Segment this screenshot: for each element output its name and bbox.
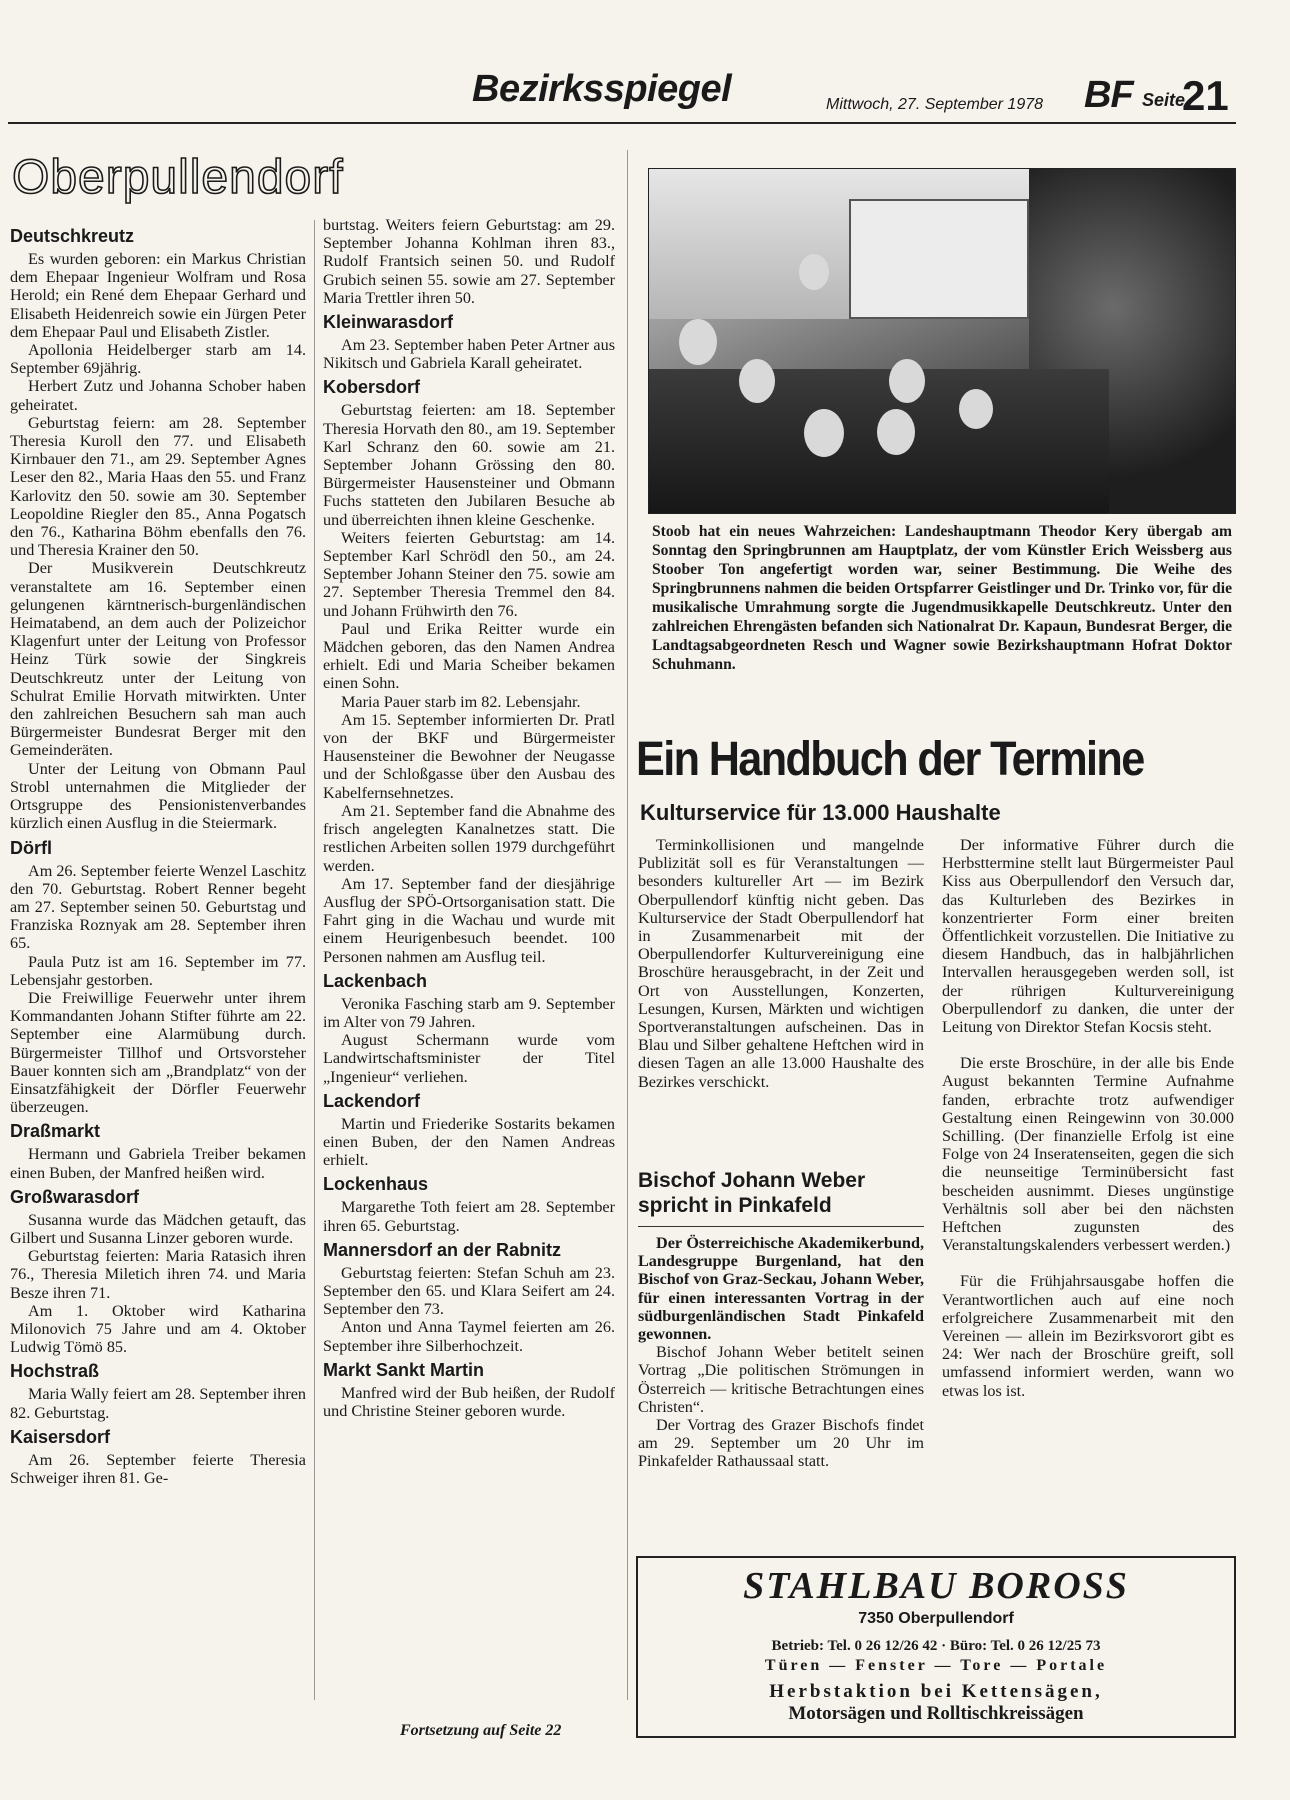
town-heading: Kaisersdorf xyxy=(10,1426,111,1447)
news-paragraph: burtstag. Weiters feiern Geburtstag: am 29. September Johanna Kohlman ihren 83., Rudolf Frantsich seinen 50. und Rudolf Grubich seinen 55. sowie am 27. September Maria Trettler ihren 50. xyxy=(323,216,615,307)
town-heading: Draßmarkt xyxy=(10,1121,101,1142)
news-paragraph: Hermann und Gabriela Treiber bekamen einen Buben, der Manfred heißen wird. xyxy=(10,1145,306,1182)
bishop-article xyxy=(638,1234,924,1534)
article-subheadline: Kulturservice für 13.000 Haushalte xyxy=(640,800,1001,825)
advertiser-products: Türen — Fenster — Tore — Portale xyxy=(764,1657,1108,1674)
news-paragraph: Der Musikverein Deutschkreutz veranstaltete am 16. September einen gelungenen kärntnerisch-burgenländischen Heimatabend, an dem auch der Polizeichor Klagenfurt unter der Leitung von Professor Heinz Türk sowie der Singkreis Deutschkreutz unter der Leitung von Schulrat Emilie Horvath mitwirkten. Unter den zahlreichen Besuchern sah man auch Bürgermeister Bundesrat Berger mit den Gemeinderäten. xyxy=(10,559,306,760)
news-paragraph: Am 1. Oktober wird Katharina Milonovich 75 Jahre und am 4. Oktober Ludwig Tömö 85. xyxy=(10,1301,306,1357)
photo-caption: Stoob hat ein neues Wahrzeichen: Landeshauptmann Theodor Kery übergab am Sonntag den Springbrunnen am Hauptplatz, der vom Künstler Erich Weissberg aus Stoober Ton angefertigt worden war, seiner Bestimmung. Die Weihe des Springbrunnens nahmen die beiden Ortspfarrer Geistlinger und Dr. Trinko vor, für die musikalische Umrahmung sorgte die Jugendmusikkapelle Deutschkreutz. Unter den zahlreichen Ehrengästen befanden sich Nationalrat Dr. Kapaun, Bundesrat Berger, die Landtagsabgeordneten Resch und Wagner sowie Bezirkshauptmann Hofrat Doktor Schuhmann. xyxy=(652,523,1232,673)
advertiser-phone: Betrieb: Tel. 0 26 12/26 42 · Büro: Tel. 0 26 12/25 73 xyxy=(771,1638,1101,1654)
photo-person-head xyxy=(877,409,915,455)
article-column-1 xyxy=(638,836,924,1166)
news-photo xyxy=(648,168,1236,514)
photo-person-head xyxy=(804,409,844,457)
news-paragraph: Am 21. September fand die Abnahme des frisch angelegten Kanalnetzes statt. Die restlichen Arbeiten sollen 1979 durchgeführt werden. xyxy=(323,801,615,875)
bishop-lead: Der Österreichische Akademikerbund, Landesgruppe Burgenland, hat den Bischof von Graz-Seckau, Johann Weber, für einen interessanten Vortrag in der südburgenländischen Stadt Pinkafeld gewonnen. xyxy=(638,1234,924,1344)
news-paragraph: Am 23. September haben Peter Artner aus Nikitsch und Gabriela Karall geheiratet. xyxy=(323,336,615,373)
news-paragraph: Unter der Leitung von Obmann Paul Strobl unternahmen die Mitglieder der Ortsgruppe des Pensionistenverbandes kürzlich einen Ausflug in die Steiermark. xyxy=(10,759,306,833)
newspaper-logo: BF xyxy=(1084,74,1133,116)
news-paragraph: Manfred wird der Bub heißen, der Rudolf und Christine Steiner geboren wurde. xyxy=(323,1383,615,1420)
news-paragraph: Geburtstag feierten: Maria Ratasich ihren 76., Theresia Miletich ihren 74. und Maria Besze ihren 71. xyxy=(10,1247,306,1302)
town-heading: Dörfl xyxy=(10,837,52,858)
town-heading: Deutschkreutz xyxy=(10,226,135,246)
news-paragraph: Am 15. September informierten Dr. Pratl von der BKF und Bürgermeister Hausensteiner die Bewohner der Neugasse und der Schloßgasse über den Ausbau des Kabelfernsehnetzes. xyxy=(323,710,615,802)
news-paragraph: Am 26. September feierte Wenzel Laschitz den 70. Geburtstag. Robert Renner begeht am 27. September seinen 50. Geburtstag und Franziska Roznyak am 28. September ihren 65. xyxy=(10,861,306,953)
article-paragraph: Terminkollisionen und mangelnde Publizität soll es für Veranstaltungen — besonders kultureller Art — im Bezirk Oberpullendorf künftig nicht geben. Das Kulturservice der Stadt Oberpullendorf hat in Zusammenarbeit mit der Oberpullendorfer Kulturvereinigung eine Broschüre herausgebracht, in der Zeit und Ort von Ausstellungen, Konzerten, Lesungen, Kursen, Märkten und wichtigen Sportveranstaltungen aufscheinen. Das in Blau und Silber gehaltene Heftchen wird in diesen Tagen an alle 13.000 Haushalte des Bezirkes verschickt. xyxy=(638,836,924,1091)
town-heading: Lackenbach xyxy=(323,970,428,991)
article-paragraph: Bischof Johann Weber betitelt seinen Vortrag „Die politischen Strömungen in Österreich — kritische Betrachtungen eines Christen“. xyxy=(638,1343,924,1416)
page-label: Seite xyxy=(1142,90,1186,110)
news-column-2 xyxy=(323,216,615,1706)
news-paragraph: Geburtstag feierten: am 18. September Theresia Horvath den 80., am 19. September Karl Schranz den 60. sowie am 21. September Johann Grössing den 80. Bürgermeister Hausensteiner und Obmann Fuchs statteten den Jubilaren Besuche ab und überreichten ihnen kleine Geschenke. xyxy=(323,401,615,529)
continuation-note: Fortsetzung auf Seite 22 xyxy=(400,1722,562,1739)
article-paragraph: Der Vortrag des Grazer Bischofs findet am 29. September um 20 Uhr im Pinkafelder Rathaussaal statt. xyxy=(638,1416,924,1471)
article-paragraph: Der informative Führer durch die Herbsttermine stellt laut Bürgermeister Paul Kiss aus Oberpullendorf den Versuch dar, das Kulturleben des Bezirkes in konzentrierter Form einer breiten Öffentlichkeit vorzustellen. Die Initiative zu diesem Handbuch, das in halbjährlichen Intervallen herausgegeben werden soll, ist der rührigen Kulturvereinigung Oberpullendorf zu danken, die unter der Leitung von Direktor Stefan Kocsis steht. xyxy=(942,836,1234,1037)
news-paragraph: August Schermann wurde vom Landwirtschaftsminister der Titel „Ingenieur“ verliehen. xyxy=(323,1031,615,1086)
section-title: Bezirksspiegel xyxy=(472,68,732,110)
news-paragraph: Herbert Zutz und Johanna Schober haben geheiratet. xyxy=(10,377,306,414)
article-paragraph: Für die Frühjahrsausgabe hoffen die Verantwortlichen auch auf eine noch erfolgreichere Zusammenarbeit mit den Vereinen — allein im Bezirksvorort gibt es 24: Wer nach der Broschüre greift, soll umfassend informiert werden, wann wo etwas los ist. xyxy=(942,1272,1234,1400)
news-paragraph: Apollonia Heidelberger starb am 14. September 69jährig. xyxy=(10,341,306,378)
news-paragraph: Martin und Friederike Sostarits bekamen einen Buben, der den Namen Andreas erhielt. xyxy=(323,1114,615,1170)
photo-house xyxy=(849,199,1029,319)
town-heading: Kleinwarasdorf xyxy=(323,312,454,333)
news-paragraph: Am 26. September feierte Theresia Schweiger ihren 81. Ge- xyxy=(10,1450,306,1487)
photo-person-head xyxy=(799,254,829,290)
news-paragraph: Es wurden geboren: ein Markus Christian dem Ehepaar Ingenieur Wolfram und Rosa Herold; ein René dem Ehepaar Gerhard und Elisabeth Heidenreich sowie ein Jürgen Peter dem Ehepaar Paul und Elisabeth Zistler. xyxy=(10,250,306,341)
article-paragraph: Die erste Broschüre, in der alle bis Ende August bekannten Termine Aufnahme fanden, erbrachte trotz aufwendiger Gestaltung einen Reingewinn von 30.000 Schilling. (Der finanzielle Erfolg ist eine Folge von 24 Inseratenseiten, gegen die sich die neunseitige Terminübersicht fast bescheiden ausnimmt. Dieses ungünstige Verhältnis soll aber bei den nächsten Heftchen zugunsten des Veranstaltungskalenders verbessert werden.) xyxy=(942,1054,1234,1255)
offer-line: Motorsägen und Rolltischkreissägen xyxy=(788,1703,1084,1724)
advertiser-city: 7350 Oberpullendorf xyxy=(858,1610,1014,1627)
article-column-2 xyxy=(942,836,1234,1546)
town-heading: Markt Sankt Martin xyxy=(323,1359,485,1380)
photo-person-head xyxy=(959,389,993,429)
column-divider xyxy=(314,220,315,1700)
masthead xyxy=(8,60,1236,124)
news-paragraph: Am 17. September fand der diesjährige Ausflug der SPÖ-Ortsorganisation statt. Die Fahrt ging in die Wachau und wurde mit einem Heurigenbesuch beendet. 100 Personen nahmen am Ausflug teil. xyxy=(323,874,615,966)
photo-person-head xyxy=(889,359,925,403)
page-number: 21 xyxy=(1182,72,1229,119)
photo-person-head xyxy=(739,359,775,403)
news-paragraph: Susanna wurde das Mädchen getauft, das Gilbert und Susanna Linzer geboren wurde. xyxy=(10,1210,306,1247)
news-paragraph: Veronika Fasching starb am 9. September im Alter von 79 Jahren. xyxy=(323,994,615,1031)
news-paragraph: Paul und Erika Reitter wurde ein Mädchen geboren, das den Namen Andrea erhielt. Edi und Maria Scheiber bekamen einen Sohn. xyxy=(323,619,615,693)
news-paragraph: Paula Putz ist am 16. September im 77. Lebensjahr gestorben. xyxy=(10,952,306,989)
town-heading: Hochstraß xyxy=(10,1361,100,1382)
news-column-1 xyxy=(10,226,306,1706)
news-paragraph: Weiters feierten Geburtstag: am 14. September Karl Schrödl den 50., am 24. September Johann Steiner den 75. sowie am 27. September Theresia Tremmel den 84. und Johann Frühwirth den 76. xyxy=(323,528,615,620)
town-heading: Mannersdorf an der Rabnitz xyxy=(323,1239,562,1260)
article-headline: Ein Handbuch der Termine xyxy=(636,733,1144,786)
advertiser-offer xyxy=(638,1681,1234,1725)
town-heading: Lackendorf xyxy=(323,1090,421,1111)
bishop-headline: Bischof Johann Weber spricht in Pinkafeld xyxy=(638,1169,866,1217)
advertisement xyxy=(636,1556,1236,1738)
town-heading: Großwarasdorf xyxy=(10,1186,140,1207)
district-heading: Oberpullendorf xyxy=(12,151,344,204)
issue-date: Mittwoch, 27. September 1978 xyxy=(826,96,1044,113)
news-paragraph: Maria Wally feiert am 28. September ihren 82. Geburtstag. xyxy=(10,1385,306,1422)
photo-person-head xyxy=(679,319,717,365)
news-paragraph: Anton und Anna Taymel feierten am 26. September ihre Silberhochzeit. xyxy=(323,1318,615,1355)
news-paragraph: Die Freiwillige Feuerwehr unter ihrem Kommandanten Johann Stifter führte am 22. September eine Alarmübung durch. Bürgermeister Tillhof und Ortsvorsteher Bauer konnten sich am „Brandplatz“ von der Einsatzfähigkeit der Dörfler Feuerwehr überzeugen. xyxy=(10,988,306,1117)
divider xyxy=(638,1226,924,1227)
news-paragraph: Margarethe Toth feiert am 28. September ihren 65. Geburtstag. xyxy=(323,1198,615,1235)
offer-line: Herbstaktion bei Kettensägen, xyxy=(769,1681,1103,1702)
town-heading: Kobersdorf xyxy=(323,377,421,398)
news-paragraph: Geburtstag feiern: am 28. September Theresia Kuroll den 77. und Elisabeth Kirnbauer den 71., am 29. September Agnes Leser den 82., Maria Haas den 55. und Franz Karlovitz den 50. sowie am 30. September Leopoldine Riegler den 85., Anna Pogatsch den 76., Katharina Böhm ebenfalls den 76. und Theresia Krainer den 50. xyxy=(10,413,306,560)
column-divider xyxy=(627,150,628,1700)
advertiser-name: STAHLBAU BOROSS xyxy=(743,1565,1129,1607)
news-paragraph: Geburtstag feierten: Stefan Schuh am 23. September den 65. und Klara Seifert am 24. September den 73. xyxy=(323,1263,615,1319)
news-paragraph: Maria Pauer starb im 82. Lebensjahr. xyxy=(341,692,581,711)
town-heading: Lockenhaus xyxy=(323,1174,429,1195)
